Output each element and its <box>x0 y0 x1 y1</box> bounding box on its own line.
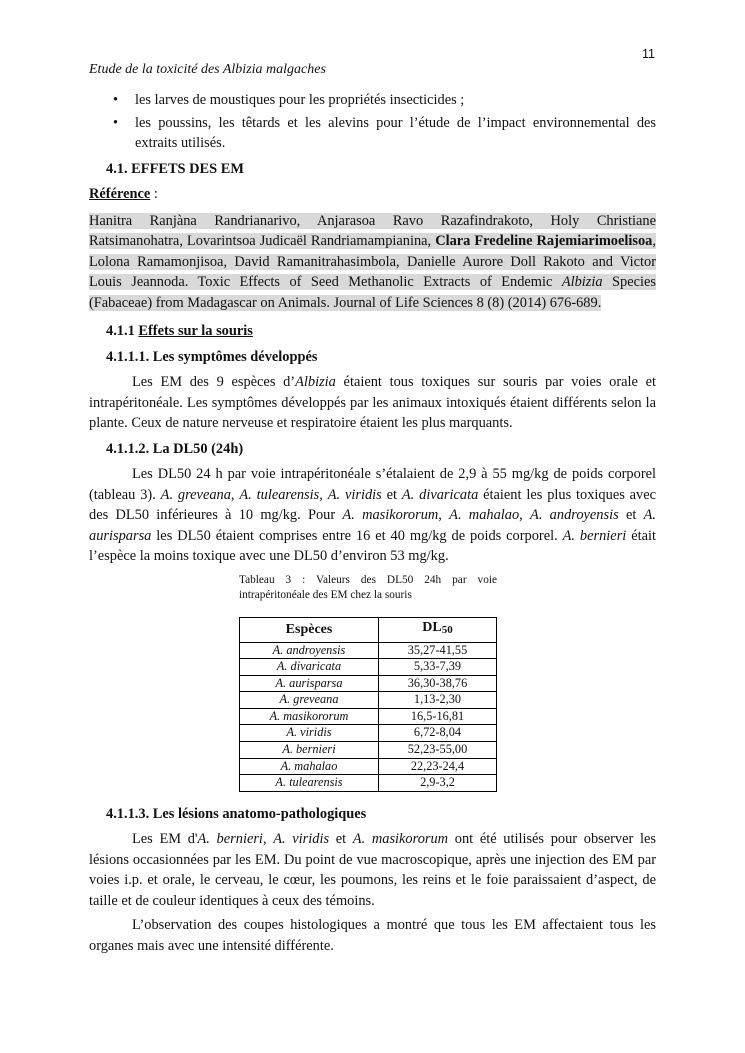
list-item: • les larves de moustiques pour les propriétés insecticides ; <box>89 90 656 111</box>
column-header-dl50: $DL_{50}$ <box>379 617 497 642</box>
column-header-species: Espèces <box>240 617 379 642</box>
section-heading-4-1-1: 4.1.1 Effets sur la souris <box>106 323 253 339</box>
section-heading-4-1-1-3: 4.1.1.3. Les lésions anatomo-pathologiques <box>106 805 367 822</box>
species-cell: A. masikororum <box>240 708 379 725</box>
table-header-row <box>240 617 497 642</box>
table-row <box>240 775 497 792</box>
page-number: 11 <box>642 47 655 61</box>
running-head: Etude de la toxicité des Albizia malgaches <box>89 62 326 77</box>
paragraph-symptoms: Les EM des 9 espèces d’Albizia étaient tous toxiques sur souris par voies orale et intrapéritonéale. Les symptômes développés par les animaux intoxiqués étaient différents selon la plante. Ceux de nature nerveuse et respiratoire étaient les plus marquants. <box>89 374 656 431</box>
value-cell: 5,33-7,39 <box>379 659 497 676</box>
value-cell: 35,27-41,55 <box>379 642 497 659</box>
species-cell: A. mahalao <box>240 758 379 775</box>
value-cell: 6,72-8,04 <box>379 725 497 742</box>
table-row <box>240 758 497 775</box>
bullet-icon: • <box>113 114 119 131</box>
table-row <box>240 642 497 659</box>
value-cell: 1,13-2,30 <box>379 692 497 709</box>
section-heading-4-1: 4.1. EFFETS DES EM <box>106 160 244 177</box>
list-item: • les poussins, les têtards et les alevins pour l’étude de l’impact environnemental des extraits utilisés. <box>113 114 656 151</box>
table-row <box>240 675 497 692</box>
paragraph-dl50: Les DL50 24 h par voie intrapéritonéale s’étalaient de 2,9 à 55 mg/kg de poids corporel (tableau 3). A. greveana, A. tulearensis, A. viridis et A. divaricata étaient les plus toxiques avec des DL50 inférieures à 10 mg/kg. Pour A. masikororum, A. mahalao, A. androyensis et A. aurisparsa les DL50 étaient comprises entre 16 et 40 mg/kg de poids corporel. A. bernieri était l’espèce la moins toxique avec une DL50 d’environ 53 mg/kg. <box>89 466 657 564</box>
bullet-icon: • <box>113 92 119 108</box>
value-cell: 52,23-55,00 <box>379 742 497 759</box>
species-cell: A. greveana <box>240 692 379 709</box>
value-cell: 36,30-38,76 <box>379 675 497 692</box>
value-cell: 16,5-16,81 <box>379 708 497 725</box>
bullet-list <box>89 90 656 154</box>
species-cell: A. bernieri <box>240 742 379 759</box>
body-text <box>89 90 656 960</box>
value-cell: 22,23-24,4 <box>379 758 497 775</box>
section-heading-4-1-1-2: 4.1.1.2. La DL50 (24h) <box>106 440 244 457</box>
species-cell: A. tulearensis <box>240 775 379 792</box>
section-heading-4-1-1-1: 4.1.1.1. Les symptômes développés <box>106 348 318 365</box>
species-cell: A. viridis <box>240 725 379 742</box>
table-row <box>240 692 497 709</box>
species-cell: A. divaricata <box>240 659 379 676</box>
paragraph-lesions: Les EM d'A. bernieri, A. viridis et A. masikororum ont été utilisés pour observer les lésions occasionnées par les EM. Du point de vue macroscopique, après une injection des EM par voies i.p. et orale, le cerveau, le cœur, les poumons, les reins et le foie paraissaient d’aspect, de taille et de couleur identiques à ceux des témoins. <box>89 831 656 909</box>
dl50-table <box>239 617 497 792</box>
reference-label: Référence : <box>89 186 158 202</box>
reference-citation: Hanitra Ranjàna Randrianarivo, Anjarasoa Ravo Razafindrakoto, Holy Christiane Ratsimanohatra, Lovarintsoa Judicaël Randriamampianina, Clara Fredeline Rajemiarimoelisoa, Lolona Ramamonjisoa, David Ramanitrahasimbola, Danielle Aurore Doll Rakoto and Victor Louis Jeannoda. Toxic Effects of Seed Methanolic Extracts of Endemic Albizia Species (Fabaceae) from Madagascar on Animals. Journal of Life Sciences 8 (8) (2014) 676-689. <box>89 212 657 311</box>
species-cell: A. androyensis <box>240 642 379 659</box>
paragraph-histology: L’observation des coupes histologiques a montré que tous les EM affectaient tous les organes mais avec une intensité différente. <box>89 917 656 954</box>
table-caption: Tableau 3 : Valeurs des DL50 24h par voie intrapéritonéale des EM chez la souris <box>239 573 497 601</box>
table-row <box>240 708 497 725</box>
value-cell: 2,9-3,2 <box>379 775 497 792</box>
table-row <box>240 725 497 742</box>
table-row <box>240 742 497 759</box>
species-cell: A. aurisparsa <box>240 675 379 692</box>
table-row <box>240 659 497 676</box>
